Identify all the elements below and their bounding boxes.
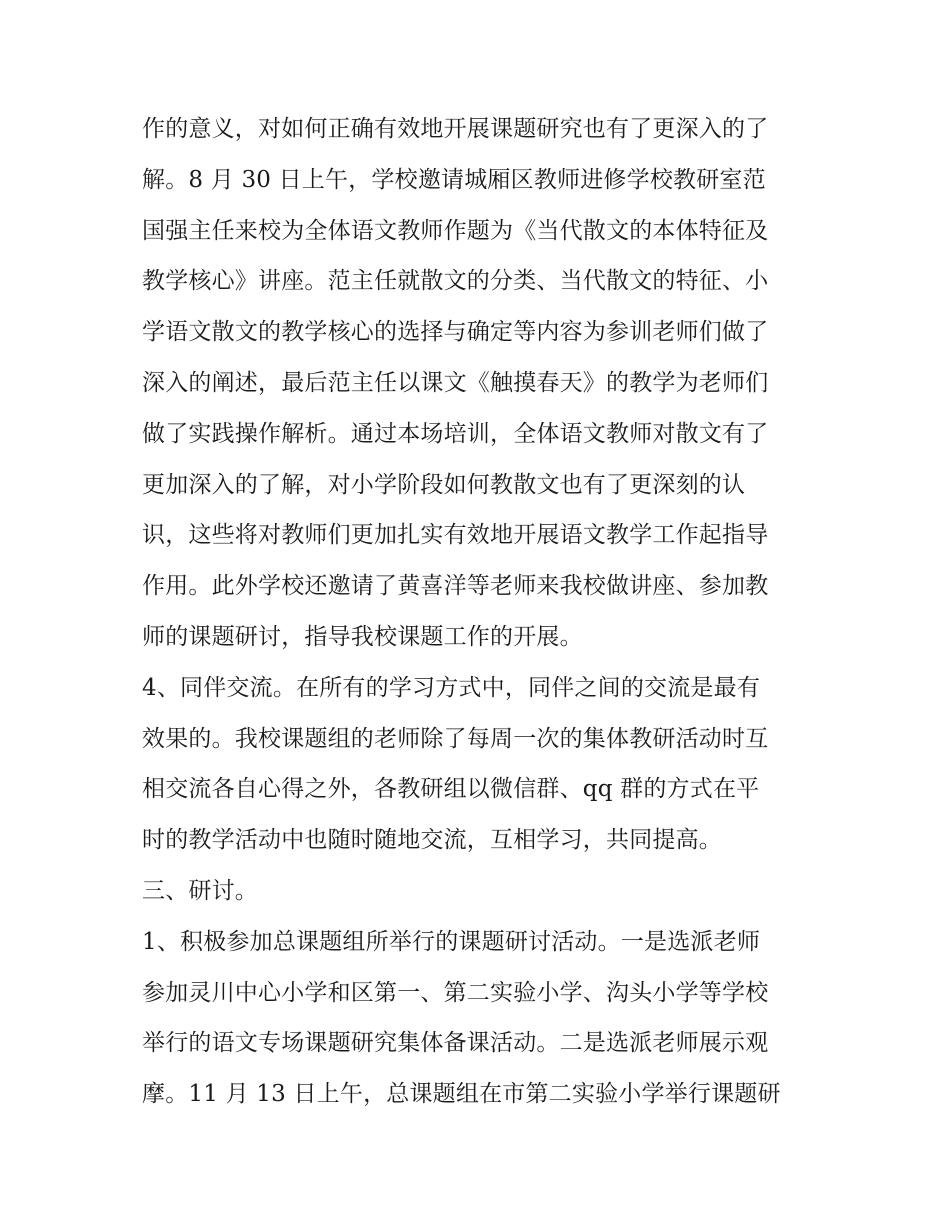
text-line: 国强主任来校为全体语文教师作题为《当代散文的本体特征及 [142, 217, 769, 244]
text-line: 时的教学活动中也随时随地交流，互相学习，共同提高。 [142, 827, 722, 854]
section-heading: 三、研讨。 [142, 877, 258, 904]
text-line: 解。8 月 30 日上午，学校邀请城厢区教师进修学校教研室范 [142, 166, 766, 193]
text-line: 识，这些将对教师们更加扎实有效地开展语文教学工作起指导 [142, 522, 769, 549]
text-line: 作的意义，对如何正确有效地开展课题研究也有了更深入的了 [142, 116, 769, 142]
text-line: 学语文散文的教学核心的选择与确定等内容为参训老师们做了 [142, 319, 769, 346]
text-line: 举行的语文专场课题研究集体备课活动。二是选派老师展示观 [142, 1030, 769, 1057]
body-text [142, 104, 822, 1120]
text-line: 1、积极参加总课题组所举行的课题研讨活动。一是选派老师 [142, 928, 761, 955]
text-line: 深入的阐述，最后范主任以课文《触摸春天》的教学为老师们 [142, 369, 769, 396]
text-line: 参加灵川中心小学和区第一、第二实验小学、沟头小学等学校 [142, 979, 769, 1006]
text-line: 摩。11 月 13 日上午，总课题组在市第二实验小学举行课题研 [142, 1081, 781, 1108]
text-line: 作用。此外学校还邀请了黄喜洋等老师来我校做讲座、参加教 [142, 573, 769, 600]
text-line: 相交流各自心得之外，各教研组以微信群、qq 群的方式在平 [142, 776, 760, 803]
text-line: 更加深入的了解，对小学阶段如何教散文也有了更深刻的认 [142, 471, 746, 498]
text-line: 教学核心》讲座。范主任就散文的分类、当代散文的特征、小 [142, 268, 769, 295]
text-line: 效果的。我校课题组的老师除了每周一次的集体教研活动时互 [142, 725, 769, 752]
text-line: 师的课题研讨，指导我校课题工作的开展。 [142, 623, 583, 650]
text-line: 做了实践操作解析。通过本场培训，全体语文教师对散文有了 [142, 420, 769, 447]
text-line: 4、同伴交流。在所有的学习方式中，同伴之间的交流是最有 [142, 674, 761, 701]
